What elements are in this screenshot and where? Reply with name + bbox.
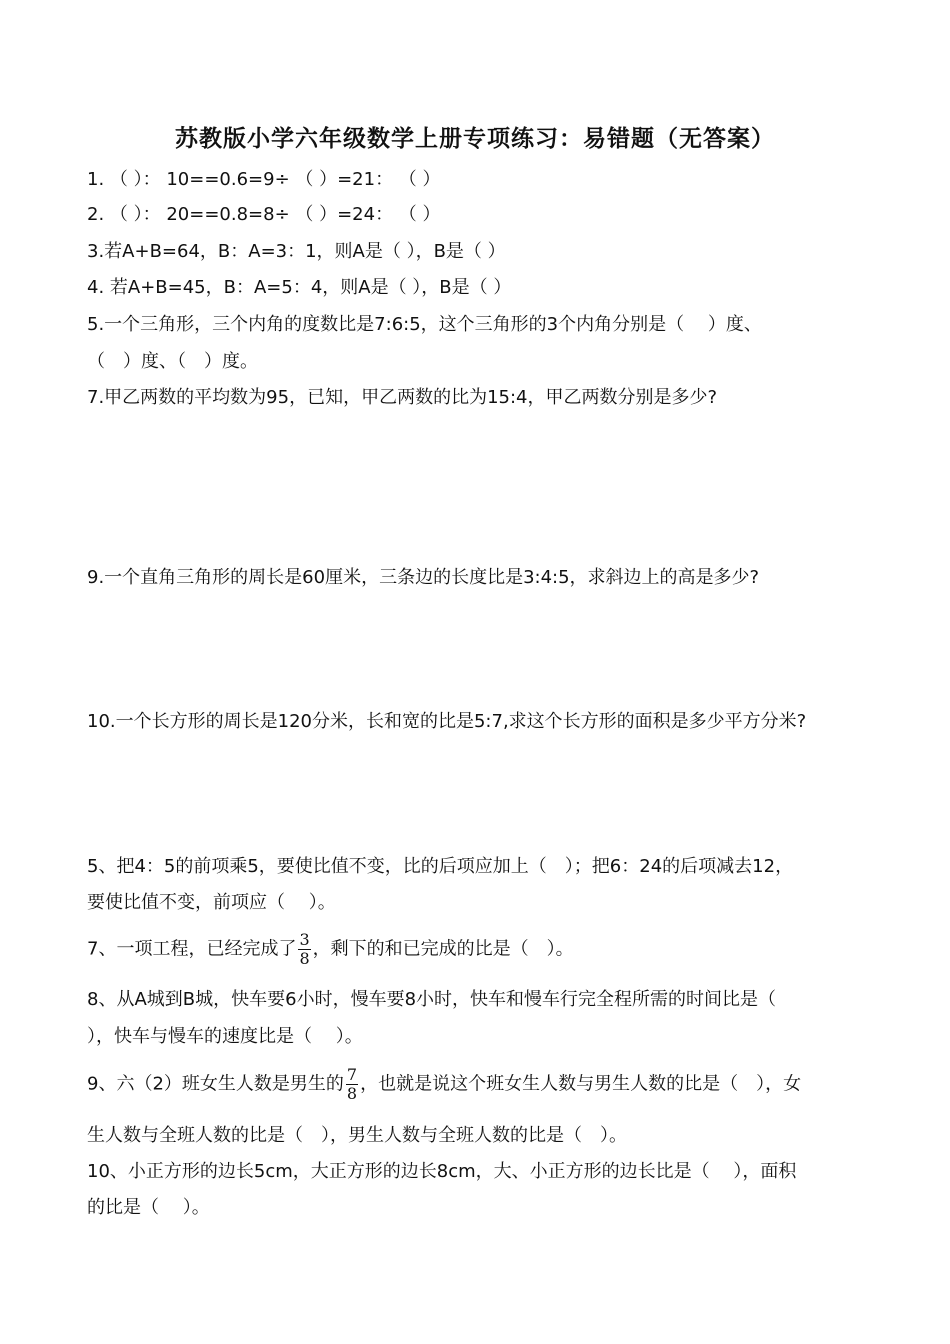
- fraction-7-8: [346, 1066, 358, 1103]
- question-1: 1. （ ）： 10==0.6=9÷ （ ）=21： （ ）: [87, 169, 441, 190]
- question-2: 2. （ ）： 20==0.8=8÷ （ ）=24： （ ）: [87, 204, 441, 225]
- question-5-line-1: 5.一个三角形，三个内角的度数比是7:6:5，这个三角形的3个内角分别是（ ）度、: [87, 314, 762, 335]
- fraction-denominator: 8: [346, 1084, 358, 1103]
- fill-10-line-1: 10、小正方形的边长5cm，大正方形的边长8cm，大、小正方形的边长比是（ ），面积: [87, 1161, 797, 1182]
- question-4: 4. 若A+B=45，B：A=5：4，则A是（ ），B是（ ）: [87, 277, 512, 298]
- fill-7: [87, 931, 574, 968]
- fill-9-text-after: ，也就是说这个班女生人数与男生人数的比是（ ），女: [360, 1073, 802, 1095]
- fill-5-line-1: 5、把4：5的前项乘5，要使比值不变，比的后项应加上（ ）；把6：24的后项减去12，: [87, 856, 794, 877]
- fill-8-line-2: ），快车与慢车的速度比是（ ）。: [87, 1026, 363, 1047]
- fill-9-line-2: 生人数与全班人数的比是（ ），男生人数与全班人数的比是（ ）。: [87, 1125, 627, 1146]
- fill-7-text-before: 7、一项工程，已经完成了: [87, 938, 297, 960]
- fraction-numerator: 3: [299, 930, 310, 949]
- question-7: 7.甲乙两数的平均数为95，已知，甲乙两数的比为15:4，甲乙两数分别是多少?: [87, 387, 718, 408]
- fill-5-line-2: 要使比值不变，前项应（ ）。: [87, 892, 336, 913]
- question-3: 3.若A+B=64，B：A=3：1，则A是（ ），B是（ ）: [87, 241, 506, 262]
- fill-8-line-1: 8、从A城到B城，快车要6小时，慢车要8小时，快车和慢车行完全程所需的时间比是（: [87, 989, 777, 1010]
- question-9: 9.一个直角三角形的周长是60厘米，三条边的长度比是3:4:5，求斜边上的高是多少?: [87, 567, 760, 588]
- fraction-denominator: 8: [299, 949, 310, 968]
- fraction-numerator: 7: [346, 1065, 358, 1084]
- question-5-line-2: （ ）度、（ ）度。: [87, 351, 258, 372]
- question-10: 10.一个长方形的周长是120分米，长和宽的比是5:7,求这个长方形的面积是多少平方分米?: [87, 711, 807, 732]
- fill-10-line-2: 的比是（ ）。: [87, 1197, 210, 1218]
- page-title: 苏教版小学六年级数学上册专项练习：易错题（无答案）: [175, 126, 775, 152]
- fill-7-text-after: ，剩下的和已完成的比是（ ）。: [312, 938, 574, 960]
- fill-9-line-1: [87, 1066, 801, 1103]
- fill-9-text-before: 9、六（2）班女生人数是男生的: [87, 1073, 344, 1095]
- fraction-3-8: [298, 931, 310, 968]
